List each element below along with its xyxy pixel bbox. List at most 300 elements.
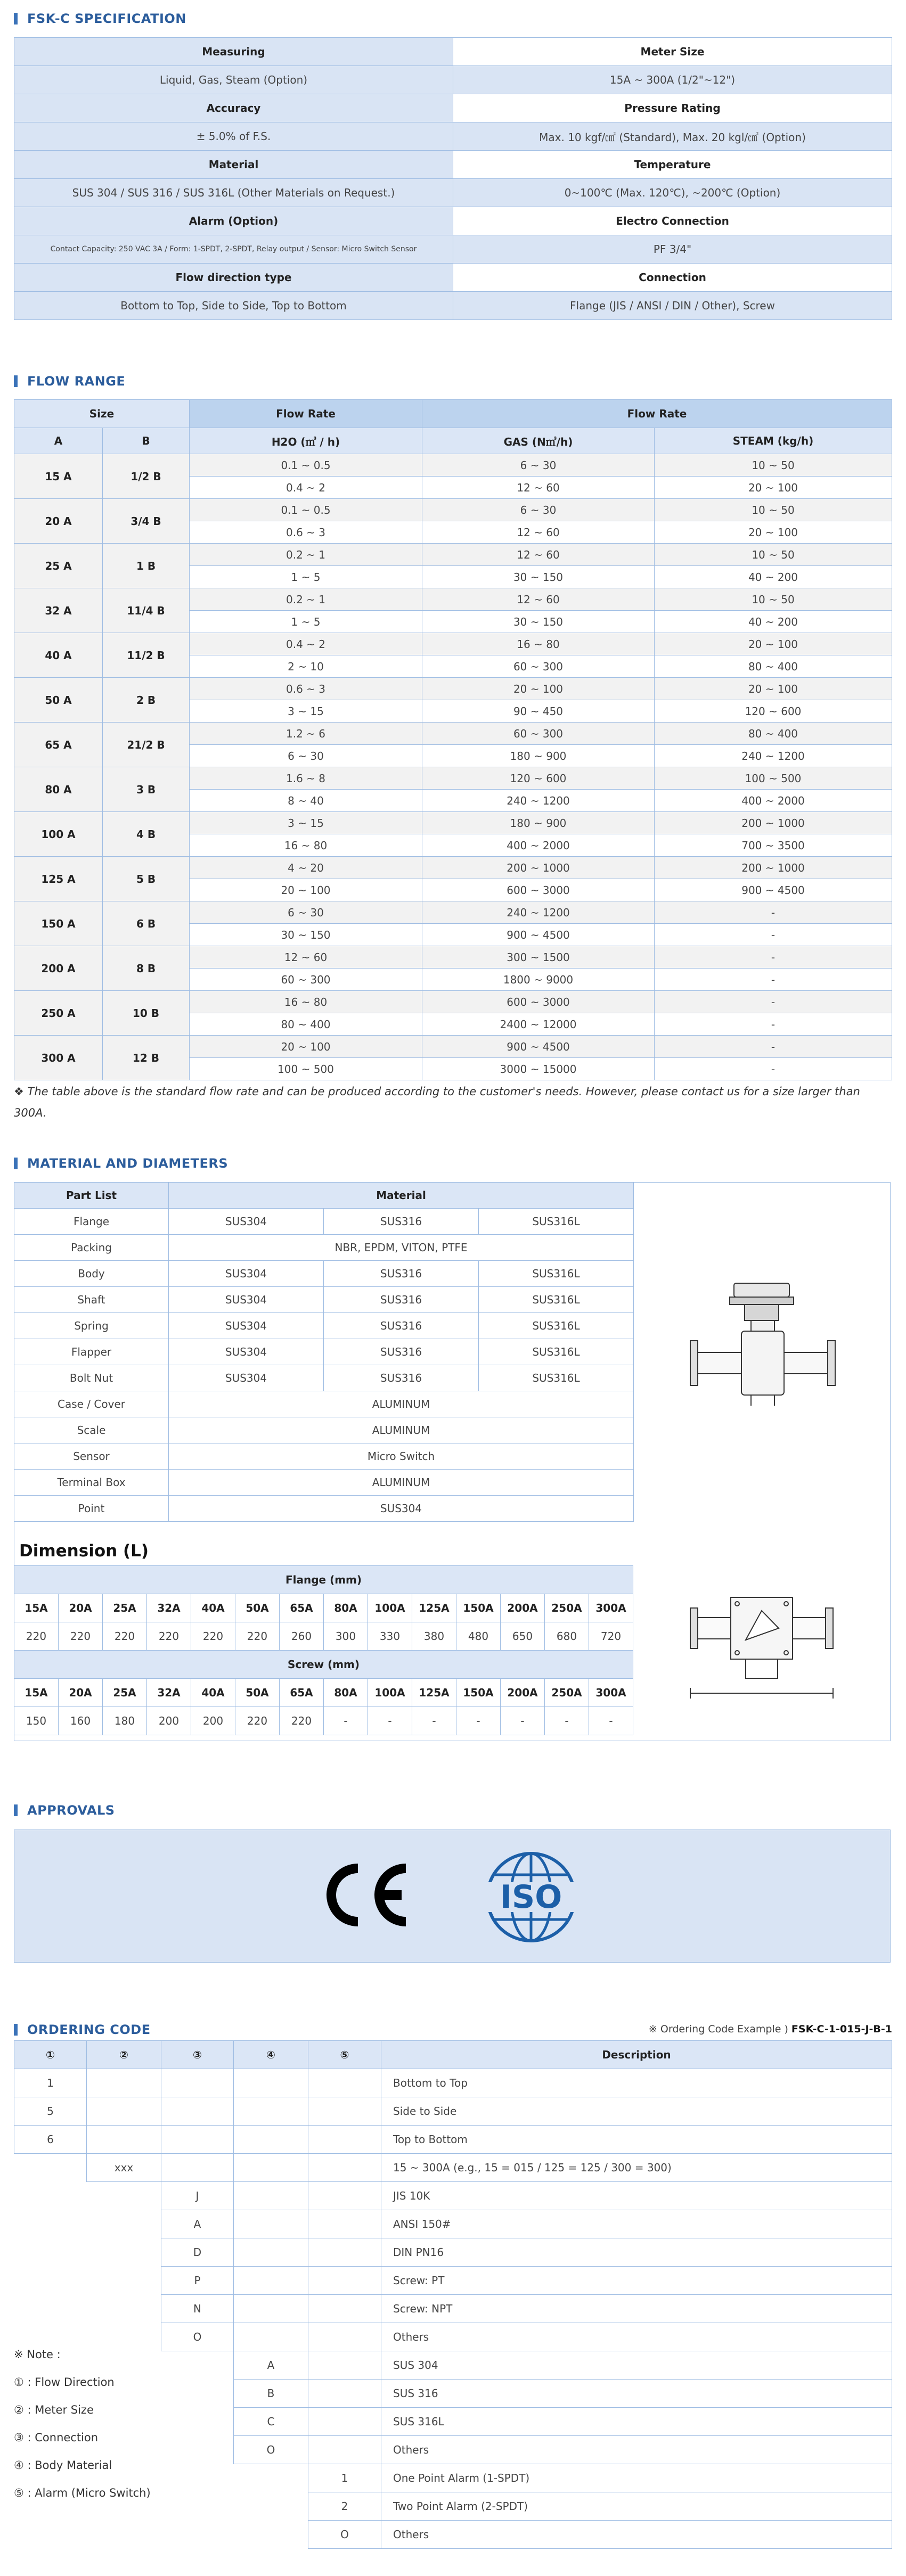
material-value: SUS304 [169,1365,324,1391]
material-value: SUS316 [324,1339,479,1365]
gas-value: 12 ~ 60 [422,544,655,566]
size-b: 3 B [103,767,190,812]
flange-size-row-cell: 32A [147,1594,191,1622]
h2o-value: 20 ~ 100 [190,1036,422,1058]
ordering-code: 2 [308,2492,381,2521]
size-a: 200 A [14,946,103,991]
spec-label-row [14,264,892,292]
h2o-value: 0.1 ~ 0.5 [190,454,422,477]
ordering-code: O [161,2323,234,2351]
ordering-desc: SUS 316L [381,2408,892,2436]
ordering-row [14,2182,892,2210]
flange-value-row-cell: 720 [589,1622,633,1651]
flange-value-row-cell: 220 [147,1622,191,1651]
steam-value: 400 ~ 2000 [655,790,892,812]
flow-section-title [14,373,125,389]
steam-value: 80 ~ 400 [655,655,892,678]
material-value: SUS304 [169,1287,324,1313]
steam-value: - [655,946,892,969]
part-name: Packing [14,1235,169,1261]
size-a: 100 A [14,812,103,857]
part-name: Scale [14,1417,169,1443]
h2o-value: 0.4 ~ 2 [190,633,422,655]
part-name: Case / Cover [14,1391,169,1417]
ordering-blank [234,2521,308,2549]
col-gas: GAS (N㎥/h) [422,428,655,454]
material-value: SUS316L [479,1313,634,1339]
h2o-value: 30 ~ 150 [190,924,422,946]
steam-value: 200 ~ 1000 [655,857,892,879]
flow-row [14,901,892,924]
material-row [14,1496,634,1522]
steam-value: 100 ~ 500 [655,767,892,790]
spec-value: 0~100℃ (Max. 120℃), ~200℃ (Option) [453,179,892,207]
gas-value: 900 ~ 4500 [422,924,655,946]
flange-value-row [14,1622,633,1651]
steam-value: 120 ~ 600 [655,700,892,723]
ordering-row [14,2295,892,2323]
flange-value-row-cell: 220 [191,1622,235,1651]
flange-value-row-cell: 380 [412,1622,456,1651]
h2o-value: 16 ~ 80 [190,834,422,857]
ordering-blank [234,2182,308,2210]
screw-value-row-cell: 180 [103,1707,147,1735]
spec-value: Flange (JIS / ANSI / DIN / Other), Screw [453,292,892,320]
ordering-code: 5 [14,2097,87,2126]
flange-size-row-cell: 300A [589,1594,633,1622]
material-row [14,1417,634,1443]
gas-value: 200 ~ 1000 [422,857,655,879]
screw-size-row-cell: 40A [191,1679,235,1707]
ordering-row [14,2097,892,2126]
ordering-desc: SUS 304 [381,2351,892,2380]
flange-size-row-cell: 125A [412,1594,456,1622]
size-a: 32 A [14,588,103,633]
ce-logo [321,1858,411,1932]
gas-value: 60 ~ 300 [422,723,655,745]
screw-size-row-cell: 150A [456,1679,501,1707]
flow-note: ❖ The table above is the standard flow rate and can be produced according to the customer's needs. However, please contact us for a size larger than 300A. [14,1085,860,1119]
steam-value: 700 ~ 3500 [655,834,892,857]
ordering-code: O [234,2436,308,2464]
screw-value-row-cell: 160 [59,1707,103,1735]
steam-value: 40 ~ 200 [655,611,892,633]
material-row [14,1470,634,1496]
gas-value: 20 ~ 100 [422,678,655,700]
ordering-blank [308,2408,381,2436]
h2o-value: 6 ~ 30 [190,901,422,924]
screw-size-row-cell: 250A [545,1679,589,1707]
gas-value: 60 ~ 300 [422,655,655,678]
gas-value: 600 ~ 3000 [422,991,655,1013]
size-a: 250 A [14,991,103,1036]
col-h2o: H2O (㎥ / h) [190,428,422,454]
flow-row [14,544,892,566]
size-a: 25 A [14,544,103,588]
ordering-blank [161,2154,234,2182]
h2o-value: 12 ~ 60 [190,946,422,969]
flow-range-table [14,399,892,1080]
spec-label-row [14,151,892,179]
head-flow-rate: Flow Rate [422,400,892,428]
size-a: 150 A [14,901,103,946]
spec-label-row [14,207,892,235]
gas-value: 180 ~ 900 [422,812,655,834]
h2o-value: 1 ~ 5 [190,566,422,588]
material-value: ALUMINUM [169,1391,634,1417]
h2o-value: 3 ~ 15 [190,812,422,834]
gas-value: 90 ~ 450 [422,700,655,723]
spec-label: Material [14,151,453,179]
ordering-desc: ANSI 150# [381,2210,892,2238]
ordering-blank [87,2210,161,2238]
ordering-blank [14,2295,87,2323]
flange-size-row-cell: 40A [191,1594,235,1622]
dimension-title: Dimension (L) [19,1541,149,1561]
section-marker [14,1804,18,1816]
part-name: Shaft [14,1287,169,1313]
steam-value: - [655,1058,892,1080]
size-b: 1 B [103,544,190,588]
h2o-value: 8 ~ 40 [190,790,422,812]
screw-value-row-cell: - [412,1707,456,1735]
size-a: 65 A [14,723,103,767]
spec-label: Flow direction type [14,264,453,292]
col2-head: ② [87,2041,161,2069]
flange-size-row [14,1594,633,1622]
size-b: 8 B [103,946,190,991]
ordering-code: D [161,2238,234,2267]
h2o-value: 0.6 ~ 3 [190,521,422,544]
material-value: NBR, EPDM, VITON, PTFE [169,1235,634,1261]
ordering-code: xxx [87,2154,161,2182]
steam-value: 10 ~ 50 [655,499,892,521]
ordering-desc: Two Point Alarm (2-SPDT) [381,2492,892,2521]
ordering-code: A [161,2210,234,2238]
steam-value: 20 ~ 100 [655,521,892,544]
ordering-blank [87,2097,161,2126]
spec-label: Pressure Rating [453,94,892,122]
ordering-blank [234,2126,308,2154]
flange-size-row-cell: 200A [501,1594,545,1622]
ordering-blank [87,2295,161,2323]
size-a: 50 A [14,678,103,723]
flow-row [14,723,892,745]
material-section-title [14,1155,228,1171]
screw-value-row-cell: - [368,1707,412,1735]
steam-value: 900 ~ 4500 [655,879,892,901]
gas-value: 3000 ~ 15000 [422,1058,655,1080]
spec-value-row [14,66,892,94]
steam-value: 10 ~ 50 [655,454,892,477]
flange-value-row-cell: 650 [501,1622,545,1651]
ordering-desc: DIN PN16 [381,2238,892,2267]
ordering-example [649,2023,892,2035]
h2o-value: 0.4 ~ 2 [190,477,422,499]
screw-size-row-cell: 20A [59,1679,103,1707]
ordering-blank [87,2238,161,2267]
material-row [14,1443,634,1470]
spec-value: Liquid, Gas, Steam (Option) [14,66,453,94]
material-value: SUS316 [324,1209,479,1235]
iso-logo [483,1849,579,1945]
spec-title: FSK-C SPECIFICATION [27,11,186,26]
ordering-row [14,2069,892,2097]
screw-size-row-cell: 100A [368,1679,412,1707]
ordering-code: J [161,2182,234,2210]
ordering-row [14,2154,892,2182]
screw-value-row-cell: - [456,1707,501,1735]
ordering-blank [14,2238,87,2267]
h2o-value: 6 ~ 30 [190,745,422,767]
screw-size-row [14,1679,633,1707]
material-row [14,1339,634,1365]
steam-value: 200 ~ 1000 [655,812,892,834]
gas-value: 1800 ~ 9000 [422,969,655,991]
screw-size-row-cell: 300A [589,1679,633,1707]
steam-value: 240 ~ 1200 [655,745,892,767]
h2o-value: 100 ~ 500 [190,1058,422,1080]
h2o-value: 60 ~ 300 [190,969,422,991]
part-name: Flapper [14,1339,169,1365]
ordering-blank [14,2521,87,2549]
flange-value-row-cell: 220 [103,1622,147,1651]
flange-size-row-cell: 250A [545,1594,589,1622]
material-table [14,1182,634,1522]
gas-value: 16 ~ 80 [422,633,655,655]
screw-value-row-cell: - [501,1707,545,1735]
material-value: SUS316L [479,1287,634,1313]
spec-label: Connection [453,264,892,292]
gas-value: 12 ~ 60 [422,521,655,544]
gas-value: 30 ~ 150 [422,566,655,588]
spec-label: Accuracy [14,94,453,122]
part-name: Point [14,1496,169,1522]
spec-label: Temperature [453,151,892,179]
material-row [14,1261,634,1287]
ordering-note-line: ④ : Body Material [14,2459,112,2472]
gas-value: 6 ~ 30 [422,499,655,521]
material-value: SUS304 [169,1261,324,1287]
spec-value: ± 5.0% of F.S. [14,122,453,151]
h2o-value: 20 ~ 100 [190,879,422,901]
ordering-blank [14,2154,87,2182]
steam-value: 10 ~ 50 [655,588,892,611]
ordering-blank [87,2182,161,2210]
screw-value-row-cell: 220 [280,1707,324,1735]
spec-value: 15A ~ 300A (1/2"~12") [453,66,892,94]
spec-value: PF 3/4" [453,235,892,264]
col5-head: ⑤ [308,2041,381,2069]
steam-value: - [655,924,892,946]
size-b: 4 B [103,812,190,857]
material-value: SUS304 [169,1496,634,1522]
ordering-desc: Others [381,2521,892,2549]
ordering-blank [308,2323,381,2351]
screw-size-row-cell: 50A [235,1679,280,1707]
size-b: 3/4 B [103,499,190,544]
flow-title: FLOW RANGE [27,374,126,389]
ordering-note-line: ⑤ : Alarm (Micro Switch) [14,2487,151,2499]
ordering-row [14,2521,892,2549]
ordering-note-line: ② : Meter Size [14,2403,94,2416]
part-name: Flange [14,1209,169,1235]
ordering-row [14,2210,892,2238]
part-name: Sensor [14,1443,169,1470]
spec-label-row [14,38,892,66]
ordering-code: P [161,2267,234,2295]
gas-value: 900 ~ 4500 [422,1036,655,1058]
col-a: A [14,428,103,454]
size-b: 6 B [103,901,190,946]
flange-title: Flange (mm) [14,1566,633,1594]
ordering-row [14,2126,892,2154]
ordering-blank [87,2069,161,2097]
h2o-value: 80 ~ 400 [190,1013,422,1036]
screw-size-row-cell: 32A [147,1679,191,1707]
material-row [14,1391,634,1417]
h2o-value: 0.6 ~ 3 [190,678,422,700]
col-b: B [103,428,190,454]
ordering-blank [234,2154,308,2182]
material-value: SUS316L [479,1339,634,1365]
spec-label: Measuring [14,38,453,66]
gas-value: 240 ~ 1200 [422,790,655,812]
material-value: SUS316 [324,1261,479,1287]
ordering-blank [87,2126,161,2154]
flange-value-row-cell: 260 [280,1622,324,1651]
flange-size-row-cell: 25A [103,1594,147,1622]
ordering-desc: Others [381,2436,892,2464]
flange-size-row-cell: 20A [59,1594,103,1622]
ordering-code: 1 [14,2069,87,2097]
size-a: 40 A [14,633,103,678]
flange-value-row-cell: 480 [456,1622,501,1651]
ordering-blank [14,2182,87,2210]
approvals-panel [14,1830,891,1963]
col-desc-head: Description [381,2041,892,2069]
spec-value: Contact Capacity: 250 VAC 3A / Form: 1-SPDT, 2-SPDT, Relay output / Sensor: Micro Switch Sensor [14,235,453,264]
ordering-blank [308,2351,381,2380]
size-a: 80 A [14,767,103,812]
steam-value: 40 ~ 200 [655,566,892,588]
h2o-value: 2 ~ 10 [190,655,422,678]
ordering-blank [234,2267,308,2295]
iso-logo-text: ISO [500,1878,562,1916]
flange-size-row-cell: 80A [324,1594,368,1622]
section-marker [14,13,18,24]
ordering-blank [308,2436,381,2464]
steam-value: 10 ~ 50 [655,544,892,566]
ordering-blank [234,2295,308,2323]
ordering-desc: Others [381,2323,892,2351]
ordering-code: O [308,2521,381,2549]
steam-value: - [655,991,892,1013]
ordering-section-title [14,2022,151,2038]
size-a: 300 A [14,1036,103,1080]
ordering-code: 6 [14,2126,87,2154]
flow-row [14,588,892,611]
screw-size-row-cell: 200A [501,1679,545,1707]
gas-value: 400 ~ 2000 [422,834,655,857]
flange-value-row-cell: 330 [368,1622,412,1651]
col4-head: ④ [234,2041,308,2069]
size-b: 11/2 B [103,633,190,678]
flange-value-row-cell: 220 [14,1622,59,1651]
material-value: SUS304 [169,1313,324,1339]
spec-table [14,37,892,320]
material-row [14,1313,634,1339]
spec-value: SUS 304 / SUS 316 / SUS 316L (Other Materials on Request.) [14,179,453,207]
spec-label: Alarm (Option) [14,207,453,235]
screw-size-row-cell: 65A [280,1679,324,1707]
col-steam: STEAM (kg/h) [655,428,892,454]
material-value: SUS304 [169,1209,324,1235]
ordering-blank [161,2069,234,2097]
size-a: 15 A [14,454,103,499]
gas-value: 12 ~ 60 [422,588,655,611]
flange-value-row-cell: 300 [324,1622,368,1651]
ordering-row [14,2238,892,2267]
material-row [14,1365,634,1391]
ordering-code: 1 [308,2464,381,2492]
h2o-value: 1.2 ~ 6 [190,723,422,745]
steam-value: - [655,969,892,991]
ordering-blank [161,2521,234,2549]
gas-value: 240 ~ 1200 [422,901,655,924]
size-a: 20 A [14,499,103,544]
part-name: Terminal Box [14,1470,169,1496]
steam-value: 20 ~ 100 [655,678,892,700]
h2o-value: 0.2 ~ 1 [190,588,422,611]
size-b: 11/4 B [103,588,190,633]
spec-label: Meter Size [453,38,892,66]
ordering-title: ORDERING CODE [27,2022,151,2037]
ordering-blank [308,2380,381,2408]
gas-value: 600 ~ 3000 [422,879,655,901]
h2o-value: 1 ~ 5 [190,611,422,633]
ordering-blank [308,2154,381,2182]
flange-size-row-cell: 150A [456,1594,501,1622]
flow-row [14,767,892,790]
h2o-value: 3 ~ 15 [190,700,422,723]
ordering-blank [308,2126,381,2154]
size-a: 125 A [14,857,103,901]
col3-head: ③ [161,2041,234,2069]
ordering-example-code: FSK-C-1-015-J-B-1 [791,2023,892,2035]
ordering-desc: Screw: NPT [381,2295,892,2323]
spec-value-row [14,179,892,207]
flange-value-row-cell: 220 [59,1622,103,1651]
flow-row [14,857,892,879]
flow-row [14,499,892,521]
screw-size-row-cell: 25A [103,1679,147,1707]
gas-value: 12 ~ 60 [422,477,655,499]
flange-size-row-cell: 50A [235,1594,280,1622]
screw-title: Screw (mm) [14,1651,633,1679]
material-value: ALUMINUM [169,1470,634,1496]
ordering-blank [308,2295,381,2323]
ordering-desc: JIS 10K [381,2182,892,2210]
screw-value-row [14,1707,633,1735]
size-b: 5 B [103,857,190,901]
ordering-blank [308,2210,381,2238]
ordering-desc: Side to Side [381,2097,892,2126]
ordering-row [14,2267,892,2295]
screw-size-row-cell: 15A [14,1679,59,1707]
ordering-example-label: ※ Ordering Code Example ) [648,2023,788,2035]
ordering-code: A [234,2351,308,2380]
